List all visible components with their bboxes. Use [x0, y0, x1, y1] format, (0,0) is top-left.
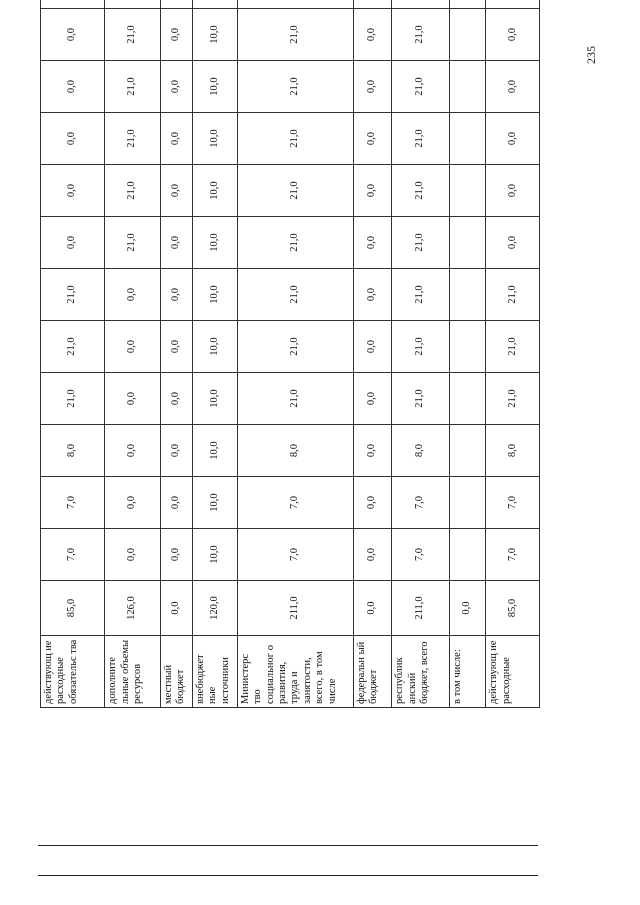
value-cell: 0,0 [353, 269, 392, 321]
value-cell: 0,0 [160, 529, 192, 581]
value-cell: 7,0 [237, 477, 353, 529]
value-cell [449, 217, 485, 269]
value-cell: 10,0 [192, 269, 237, 321]
value-cell [449, 477, 485, 529]
value-cell: 21,0 [237, 321, 353, 373]
value-cell: 21,0 [41, 269, 105, 321]
value-cell [486, 0, 540, 9]
value-cell: 10,0 [192, 61, 237, 113]
value-cell: 21,0 [105, 113, 161, 165]
value-cell: 7,0 [392, 477, 450, 529]
value-cell: 21,0 [392, 373, 450, 425]
value-cell: 10,0 [192, 529, 237, 581]
table-row [160, 0, 192, 708]
value-cell: 21,0 [237, 269, 353, 321]
value-cell: 0,0 [353, 165, 392, 217]
value-cell: 7,0 [392, 529, 450, 581]
value-cell [449, 373, 485, 425]
value-cell: 8,0 [237, 425, 353, 477]
value-cell: 21,0 [486, 269, 540, 321]
value-cell: 10,0 [192, 425, 237, 477]
value-cell: 21,0 [392, 269, 450, 321]
value-cell [41, 0, 105, 9]
value-cell: 0,0 [160, 217, 192, 269]
value-cell: 0,0 [353, 477, 392, 529]
table-row [237, 0, 353, 708]
row-label: действующ ие расходные [486, 636, 540, 708]
value-cell [449, 321, 485, 373]
row-label: действующ ие расходные обязательс тва [41, 636, 105, 708]
value-cell: 21,0 [486, 373, 540, 425]
row-label: Министерс тво социальног о развития, труда и занятости, всего, в том числе [237, 636, 353, 708]
row-label: республик анский бюджет, всего [392, 636, 450, 708]
value-cell: 0,0 [105, 477, 161, 529]
value-cell: 8,0 [392, 425, 450, 477]
table-row [353, 0, 392, 708]
table-row [392, 0, 450, 708]
value-cell: 21,0 [392, 321, 450, 373]
value-cell: 0,0 [353, 113, 392, 165]
value-cell: 21,0 [105, 9, 161, 61]
value-cell: 0,0 [160, 165, 192, 217]
value-cell: 21,0 [105, 61, 161, 113]
value-cell: 0,0 [41, 61, 105, 113]
value-cell: 0,0 [486, 9, 540, 61]
value-cell: 7,0 [41, 529, 105, 581]
value-cell: 0,0 [486, 113, 540, 165]
value-cell: 0,0 [105, 269, 161, 321]
value-cell: 0,0 [353, 529, 392, 581]
value-cell [449, 9, 485, 61]
value-cell: 0,0 [105, 425, 161, 477]
value-cell: 7,0 [237, 529, 353, 581]
table-row [486, 0, 540, 708]
value-cell: 21,0 [237, 165, 353, 217]
value-cell: 10,0 [192, 165, 237, 217]
total-cell: 0,0 [449, 581, 485, 636]
value-cell: 21,0 [392, 217, 450, 269]
value-cell: 0,0 [160, 113, 192, 165]
value-cell: 21,0 [392, 61, 450, 113]
budget-table [40, 0, 540, 708]
value-cell: 21,0 [392, 113, 450, 165]
value-cell: 21,0 [41, 373, 105, 425]
value-cell: 0,0 [353, 321, 392, 373]
value-cell: 10,0 [192, 9, 237, 61]
value-cell: 0,0 [105, 321, 161, 373]
value-cell [160, 0, 192, 9]
value-cell: 0,0 [353, 61, 392, 113]
row-label: дополните льные объемы ресурсов [105, 636, 161, 708]
value-cell: 0,0 [353, 9, 392, 61]
value-cell: 21,0 [392, 165, 450, 217]
value-cell: 7,0 [486, 477, 540, 529]
value-cell: 21,0 [105, 217, 161, 269]
value-cell: 0,0 [353, 373, 392, 425]
value-cell [237, 0, 353, 9]
value-cell: 8,0 [486, 425, 540, 477]
total-cell: 211,0 [237, 581, 353, 636]
value-cell: 0,0 [105, 373, 161, 425]
row-label: в том числе: [449, 636, 485, 708]
value-cell: 7,0 [41, 477, 105, 529]
page-number: 235 [584, 46, 598, 64]
value-cell: 0,0 [160, 9, 192, 61]
footer-rule-top [38, 845, 538, 846]
table-row [105, 0, 161, 708]
total-cell: 126,0 [105, 581, 161, 636]
value-cell [392, 0, 450, 9]
value-cell: 10,0 [192, 477, 237, 529]
value-cell: 0,0 [486, 217, 540, 269]
value-cell: 10,0 [192, 373, 237, 425]
value-cell: 21,0 [392, 9, 450, 61]
row-label: внебюджет ные источники [192, 636, 237, 708]
value-cell: 21,0 [237, 373, 353, 425]
value-cell: 0,0 [105, 529, 161, 581]
table-row [192, 0, 237, 708]
value-cell [449, 113, 485, 165]
value-cell [353, 0, 392, 9]
value-cell [449, 0, 485, 9]
value-cell: 0,0 [353, 217, 392, 269]
value-cell: 0,0 [486, 61, 540, 113]
value-cell: 0,0 [41, 165, 105, 217]
value-cell: 0,0 [41, 9, 105, 61]
value-cell [449, 269, 485, 321]
row-label: местный бюджет [160, 636, 192, 708]
table-row [449, 0, 485, 708]
value-cell: 10,0 [192, 217, 237, 269]
value-cell [449, 61, 485, 113]
value-cell: 0,0 [160, 373, 192, 425]
value-cell: 21,0 [237, 61, 353, 113]
rotated-table-wrapper [40, 25, 540, 708]
value-cell: 8,0 [41, 425, 105, 477]
value-cell: 0,0 [160, 321, 192, 373]
table-body [41, 0, 540, 708]
value-cell: 21,0 [237, 113, 353, 165]
value-cell: 0,0 [41, 217, 105, 269]
total-cell: 211,0 [392, 581, 450, 636]
value-cell [449, 165, 485, 217]
value-cell: 21,0 [486, 321, 540, 373]
footer-rule-bottom [38, 875, 538, 876]
total-cell: 120,0 [192, 581, 237, 636]
value-cell: 0,0 [486, 165, 540, 217]
table-row [41, 0, 105, 708]
value-cell [449, 529, 485, 581]
value-cell: 0,0 [160, 61, 192, 113]
value-cell: 0,0 [353, 425, 392, 477]
value-cell: 10,0 [192, 113, 237, 165]
total-cell: 0,0 [353, 581, 392, 636]
value-cell: 7,0 [486, 529, 540, 581]
value-cell: 21,0 [41, 321, 105, 373]
value-cell [449, 425, 485, 477]
value-cell [105, 0, 161, 9]
value-cell: 0,0 [160, 477, 192, 529]
value-cell: 10,0 [192, 321, 237, 373]
value-cell: 21,0 [237, 9, 353, 61]
row-label: федеральн ый бюджет [353, 636, 392, 708]
total-cell: 85,0 [41, 581, 105, 636]
total-cell: 85,0 [486, 581, 540, 636]
value-cell: 21,0 [237, 217, 353, 269]
value-cell: 0,0 [160, 269, 192, 321]
value-cell: 0,0 [41, 113, 105, 165]
value-cell [192, 0, 237, 9]
value-cell: 0,0 [160, 425, 192, 477]
total-cell: 0,0 [160, 581, 192, 636]
value-cell: 21,0 [105, 165, 161, 217]
